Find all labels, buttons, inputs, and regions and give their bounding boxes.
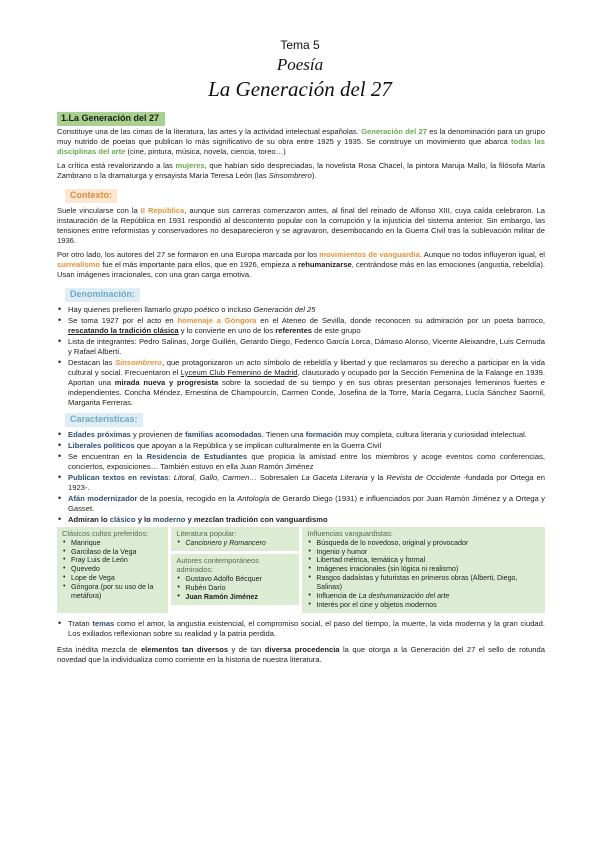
text: de la poesía, recogido en la — [139, 493, 235, 503]
text: Suele vincularse con la — [57, 205, 138, 215]
box-popular — [171, 527, 299, 551]
text: , que protagonizaron un acto símbolo de rebeldía y libertad y que reclamaros su derecho a participar en la vida cultural y social. Frecuentaron el — [68, 357, 545, 377]
text: en el Ateneo de Sevilla, donde reconocen su admiración por un poeta barroco, — [260, 315, 545, 325]
highlight: Publican textos en revistas — [68, 472, 169, 482]
highlight: clásico — [109, 514, 136, 524]
text: rehumanizarse — [298, 259, 352, 269]
text: Se toma 1927 por el acto en — [68, 315, 174, 325]
list-item: • Rasgos dadaístas y futuristas en primeros obras (Alberti, Diego, Salinas) — [307, 574, 540, 592]
text: La Gaceta Literaria — [301, 472, 368, 482]
text: Influencia de — [316, 591, 357, 600]
list-item — [57, 515, 545, 525]
highlight: todas las disciplinas del arte — [57, 136, 545, 156]
list-item: • Quevedo — [62, 565, 163, 574]
subsection-title-contexto: Contexto: — [65, 189, 117, 203]
highlight: Sinsombrero — [115, 357, 162, 367]
text: Antología — [237, 493, 270, 503]
box-clasicos — [57, 527, 168, 613]
text: y lo — [137, 514, 151, 524]
text: rescatando la tradición clásica — [68, 325, 179, 335]
list-item: • Cancionero y Romancero — [176, 539, 294, 548]
text: Lista de integrantes: Pedro Salinas, Jorge Guillén, Gerardo Diego, Federico García Lorca, Dámaso Alonso, Vicente Aleixandre, Luis Cernuda y Rafael Alberti. — [68, 336, 545, 356]
text: la que otorga a la Generación del 27 el sello de rotunda novedad que la individualiza como corriente en la historia de nuestra literatura. — [57, 644, 545, 664]
text: ). — [311, 170, 317, 180]
list-item — [57, 494, 545, 514]
caracteristicas-list — [57, 430, 545, 525]
text: , centrándose más en las emociones (angustia, rebeldía). Usan imágenes irracionales, con una gran carga emotiva. — [57, 259, 546, 279]
highlight: Liberales políticos — [68, 440, 135, 450]
list-item: • Fray Luis de León — [62, 556, 163, 565]
highlight: formación — [305, 429, 343, 439]
text: . Tienen una — [261, 429, 304, 439]
text: Por otro lado, los autores del 27 se formaron en una Europa marcada por los — [57, 249, 318, 259]
text: Tratan — [68, 618, 90, 628]
highlight: II República — [140, 205, 185, 215]
subsection-title-denominacion: Denominación: — [65, 288, 140, 302]
list-item — [57, 358, 545, 408]
box-contemporaneos — [171, 554, 299, 605]
text: es la denominación para un grupo muy nutrido de poetas que publican lo más significativo de su obra entre 1925 y 1935. Se construye un movimiento que abarca — [57, 126, 545, 146]
list-item: • Juan Ramón Jiménez — [176, 593, 294, 602]
list-item — [57, 473, 545, 493]
list-item: • Interés por el cine y objetos modernos — [307, 601, 540, 610]
text: muy completa, cultura literaria y curiosidad intelectual. — [344, 429, 527, 439]
text: que apoyan a la República y se implican culturalmente en la Guerra Civil — [136, 440, 382, 450]
text: Generación del 25 — [253, 304, 316, 314]
section-title: 1.La Generación del 27 — [57, 112, 165, 126]
text: . Aunque no todos influyeron igual, el — [419, 249, 545, 259]
text: Esta inédita mezcla de — [57, 644, 138, 654]
text: : — [168, 472, 171, 482]
text: Litoral, Gallo, Carmen… — [173, 472, 257, 482]
box-title: Literatura popular: — [176, 528, 237, 538]
list-item — [307, 592, 540, 601]
list-item: • Garcilaso de la Vega — [62, 548, 163, 557]
list-item — [57, 619, 545, 639]
text: y lo convierte en uno de los — [180, 325, 274, 335]
text: y provienen de — [133, 429, 183, 439]
text: sobre la sociedad de su tiempo y en sus obras presentan personajes femeninos fuertes e independientes. Concha Méndez, Ernestina de Champourcín, Carmen Conde, Josefina de la Torre, María Cegarra, Lucía Sánchez Saornil, Margarita Ferreras. — [68, 377, 545, 407]
page-subtitle: La Generación del 27 — [208, 77, 392, 101]
intro-paragraph-1 — [57, 127, 545, 157]
box-title: Autores contemporáneos admirados: — [176, 555, 259, 575]
contexto-paragraph-2 — [57, 250, 545, 280]
highlight: movimientos de vanguardia — [319, 249, 420, 259]
text: (cine, pintura, música, novela, ciencia, toreo…) — [127, 146, 286, 156]
highlight: moderno — [152, 514, 186, 524]
subsection-title-caracteristicas: Características: — [65, 413, 143, 427]
text: , aunque sus carreras comenzaron antes, al final del reinado de Alfonso XIII, cuya caída celebraron. La instauración de la República en 1931 respondió al descontento popular con la corrupción y la injusticia del sistema anterior. Sin embargo, las tensiones entre reformistas y conservadores no desaparecieron y se agravaron, desembocando en la Guerra Civil tras la sublevación militar de 1936. — [57, 205, 545, 245]
list-item: • Imágenes irracionales (sin lógica ni realismo) — [307, 565, 540, 574]
list-item — [57, 441, 545, 451]
list-item: • Góngora (por su uso de la metáfora) — [62, 583, 163, 601]
influences-boxes — [57, 527, 545, 613]
temas-list — [57, 619, 545, 639]
box-title: Influencias vanguardistas: — [307, 528, 393, 538]
list-item: • Lope de Vega — [62, 574, 163, 583]
highlight: surrealismo — [57, 259, 101, 269]
text: Admiran lo — [68, 514, 108, 524]
text: grupo poético — [173, 304, 220, 314]
text: Sobresalen — [259, 472, 299, 482]
text: mirada nueva y progresista — [114, 377, 219, 387]
text: referentes — [275, 325, 313, 335]
contexto-paragraph-1 — [57, 206, 545, 246]
list-item: • Manrique — [62, 539, 163, 548]
list-item: • Búsqueda de lo novedoso, original y provocador — [307, 539, 540, 548]
highlight: Afán modernizador — [68, 493, 138, 503]
denominacion-list — [57, 305, 545, 408]
page-title: Poesía — [276, 55, 324, 74]
text: Constituye una de las cimas de la literatura, las artes y la actividad intelectual españolas. — [57, 126, 359, 136]
box-title: Clásicos cultos preferidos: — [62, 528, 149, 538]
text: que propicia la amistad entre los miembros y acoge eventos como conferencias, conciertos, exposiciones… También estuvo en ella Juan Ramón Jiménez — [68, 451, 545, 471]
text: y la — [370, 472, 384, 482]
text: Se encuentran en la — [68, 451, 143, 461]
text: como el amor, la angustia existencial, el compromiso social, el paso del tiempo, la muerte, la vida moderna y la gran ciudad. Los exiliados reflexionan sobre su realidad y la patria perdida. — [68, 618, 545, 638]
text: La deshumanización del arte — [358, 591, 450, 600]
list-item: • Ingenio y humor — [307, 548, 540, 557]
text: Revista de Occidente — [386, 472, 461, 482]
highlight: Residencia de Estudiantes — [146, 451, 248, 461]
list-item — [57, 305, 545, 315]
highlight: temas — [92, 618, 115, 628]
list-item: • Gustavo Adolfo Bécquer — [176, 575, 294, 584]
list-item — [57, 452, 545, 472]
text: fue el más importante para ellos, que en 1926, empieza a — [102, 259, 296, 269]
highlight: mujeres — [175, 160, 205, 170]
box-vanguardistas — [302, 527, 545, 613]
final-paragraph — [57, 645, 545, 665]
text: y mezclan tradición con vanguardismo — [187, 514, 328, 524]
text: diversa procedencia — [264, 644, 340, 654]
list-item — [57, 430, 545, 440]
text: o incluso — [221, 304, 252, 314]
text: Sinsombrero — [268, 170, 312, 180]
highlight: Edades próximas — [68, 429, 131, 439]
text: Destacan las — [68, 357, 113, 367]
text: de Gerardo Diego (1931) e influenciados por Juan Ramón Jiménez y a Ortega y Gasset. — [68, 493, 545, 513]
document-body — [57, 112, 545, 669]
text: -fundada por Ortega en 1923-. — [68, 472, 545, 492]
text: Hay quienes prefieren llamarlo — [68, 304, 171, 314]
highlight: Generación del 27 — [361, 126, 427, 136]
list-item — [57, 337, 545, 357]
highlight: familias acomodadas — [184, 429, 262, 439]
list-item — [57, 316, 545, 336]
middle-boxes — [171, 527, 299, 613]
text: Lyceum Club Femenino de Madrid — [180, 367, 298, 377]
text: , clausurado y ocupado por la Sección Femenina de la Falange en 1939. Aportan una — [68, 367, 545, 387]
highlight: homenaje a Góngora — [177, 315, 257, 325]
text: de este grupo — [314, 325, 361, 335]
text: , que habían sido despreciadas, la novelista Rosa Chacel, la pintora Maruja Mallo, la filósofa María Zambrano o la dramaturga y ensayista María Teresa León (las — [57, 160, 545, 180]
list-item: • Rubén Darío — [176, 584, 294, 593]
text: La crítica está revalorizando a las — [57, 160, 173, 170]
text: elementos tan diversos — [140, 644, 229, 654]
topic-number: Tema 5 — [280, 38, 320, 52]
text: y de tan — [231, 644, 262, 654]
list-item: • Libertad métrica, temática y formal — [307, 556, 540, 565]
intro-paragraph-2 — [57, 161, 545, 181]
